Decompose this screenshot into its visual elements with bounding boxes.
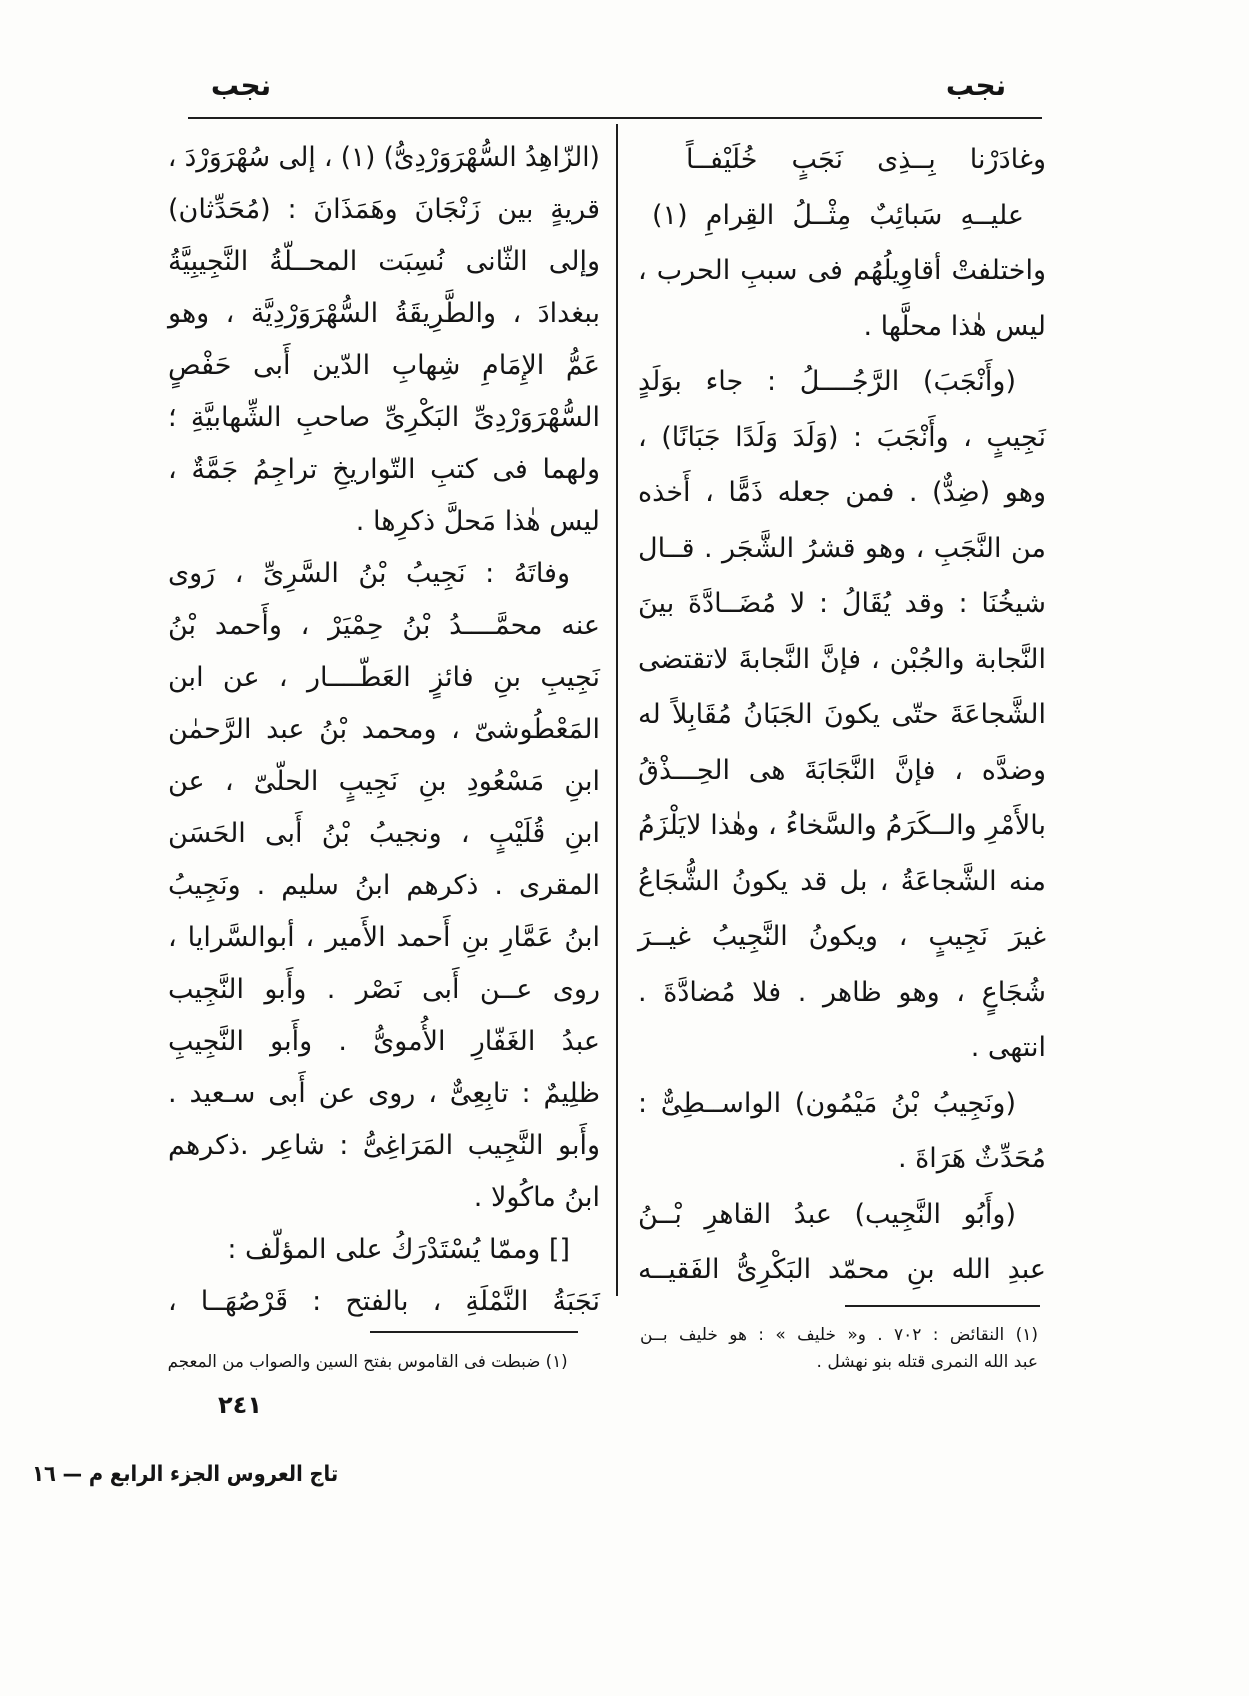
- line-text: عَمُّ الإِمَامِ شِهابِ الدّين أَبى حَفْصٍ: [168, 350, 600, 381]
- column-line: [638, 1187, 1046, 1243]
- line-text: ليس هٰذا محلَّها .: [863, 310, 1046, 342]
- column-line: [168, 184, 600, 236]
- right-column: [638, 132, 1046, 1298]
- line-text: المَعْطُوشىّ ، ومحمد بْنُ عبد الرَّحمٰن: [168, 714, 600, 745]
- column-line: [168, 860, 600, 912]
- column-line: [168, 1172, 600, 1224]
- line-text: ابنُ ماكُولا .: [473, 1182, 600, 1213]
- column-line: [168, 236, 600, 288]
- column-line: [168, 652, 600, 704]
- line-text: عبدُ الغَفّارِ الأُموىُّ . وأَبو النَّجِيبِ: [168, 1026, 600, 1057]
- header-rule: [188, 117, 1042, 119]
- column-line: [168, 1224, 600, 1276]
- line-text: بالأَمْرِ والــكَرَمُ والسَّخاءُ ، وهٰذا لايَلْزَمُ: [638, 810, 1046, 841]
- line-text: الشَّجاعَةَ حتّى يكونَ الجَبَانُ مُقَابِلاً له: [638, 699, 1046, 730]
- footnote-rule-left: [370, 1331, 578, 1333]
- footnote-text: (١) النقائض : ٧٠٢ . و« خليف » : هو خليف بــن: [640, 1325, 1038, 1345]
- line-text: المقرى . ذكرهم ابنُ سليم . ونَجِيبُ: [168, 870, 600, 901]
- running-head-right: نجب: [945, 69, 1007, 102]
- column-line: [168, 912, 600, 964]
- column-line: [638, 687, 1046, 743]
- line-text: ابنِ مَسْعُودِ بنِ نَجِيبٍ الحلّىّ ، عن: [168, 766, 600, 797]
- column-line: [638, 299, 1046, 355]
- column-line: [168, 1068, 600, 1120]
- column-line: [638, 1076, 1046, 1132]
- column-line: [638, 521, 1046, 577]
- column-line: [168, 392, 600, 444]
- column-line: [168, 1276, 600, 1328]
- footnote-left: [168, 1349, 568, 1376]
- column-line: [168, 964, 600, 1016]
- column-line: [168, 444, 600, 496]
- footnote-rule-right: [845, 1305, 1040, 1307]
- line-text: قريةٍ بين زَنْجَانَ وهَمَذَانَ : (مُحَدِّثان): [168, 194, 600, 225]
- column-line: [168, 1016, 600, 1068]
- line-text: روى عــن أَبى نَصْر . وأَبو النَّجِيب: [168, 974, 600, 1005]
- footnote-line: [640, 1322, 1038, 1349]
- line-text: منه الشَّجاعَةُ ، بل قد يكونُ الشُّجَاعُ: [638, 865, 1046, 897]
- column-line: [638, 909, 1046, 965]
- column-divider: [616, 124, 618, 1296]
- footnote-text: عبد الله النمرى قتله بنو نهشل .: [816, 1352, 1038, 1372]
- column-line: [638, 965, 1046, 1021]
- line-text: واختلفتْ أقاوِيلُهُم فى سببِ الحرب ،: [638, 255, 1046, 286]
- signature-line: [32, 1458, 338, 1492]
- line-text: ببغدادَ ، والطَّرِيقَةُ السُّهْرَوَرْدِيَّة ، وهو: [168, 298, 600, 329]
- column-line: [638, 632, 1046, 688]
- signature-text-line: [32, 1458, 338, 1492]
- column-line: [168, 132, 600, 184]
- line-text: ظلِيمٌ : تابِعِىٌّ ، روى عن أَبى سـعيد .: [168, 1078, 600, 1109]
- column-line: [638, 1242, 1046, 1298]
- line-text: شيخُنَا : وقد يُقَالُ : لا مُضَــادَّةَ بينَ: [638, 588, 1046, 619]
- line-text: عبدِ الله بنِ محمّد البَكْرِىُّ الفَقيــه: [638, 1254, 1046, 1285]
- left-column: [168, 132, 600, 1328]
- column-line: [168, 288, 600, 340]
- line-text: وضدَّه ، فإنَّ النَّجَابَةَ هى الحِـــذْقُ: [638, 754, 1046, 786]
- column-line: [638, 243, 1046, 299]
- line-text: ليس هٰذا مَحلَّ ذكرِها .: [355, 506, 600, 537]
- line-text: (وأَبُو النَّجِيب) عبدُ القاهرِ بْــنُ: [638, 1198, 1016, 1230]
- line-text: (ونَجِيبُ بْنُ مَيْمُون) الواســطِىٌّ :: [638, 1087, 1016, 1119]
- line-text: عليــهِ سَبائِبٌ مِثْــلُ القِرامِ (١): [652, 199, 1024, 231]
- column-line: [638, 354, 1046, 410]
- line-text: وإلى الثّانى نُسِبَت المحــلّةُ النَّجِيبِيَّةُ: [168, 246, 600, 277]
- signature-text: تاج العروس الجزء الرابع م — ١٦: [32, 1462, 338, 1487]
- column-line: [638, 1131, 1046, 1187]
- line-text: (الزّاهِدُ السُّهْرَوَرْدِىُّ) (١) ، إلى سُهْرَوَرْدَ ،: [168, 142, 600, 173]
- column-line: [638, 1020, 1046, 1076]
- line-text: وغادَرْنا بِــذِى نَجَبٍ خُلَيْفــاً: [686, 144, 1046, 175]
- running-head-left: نجب: [210, 69, 272, 102]
- column-line: [168, 808, 600, 860]
- column-line: [638, 576, 1046, 632]
- footnote-right: [640, 1322, 1038, 1376]
- column-line: [638, 188, 1046, 244]
- footnote-text: (١) ضبطت فى القاموس بفتح السين والصواب من المعجم: [168, 1352, 568, 1372]
- line-text: من النَّجَبِ ، وهو قشرُ الشَّجَر . قــال: [638, 532, 1046, 564]
- column-line: [638, 854, 1046, 910]
- line-text: السُّهْرَوَرْدِىِّ البَكْرِىِّ صاحبِ الشِّهابيَّةِ ؛: [168, 402, 600, 433]
- line-text: [] وممّا يُسْتَدْرَكُ على المؤلّف :: [227, 1234, 570, 1265]
- column-line: [168, 548, 600, 600]
- line-text: وأَبو النَّجِيب المَرَاغِىُّ : شاعِر .ذكرهم: [168, 1130, 600, 1161]
- line-text: النَّجابة والجُبْن ، فإنَّ النَّجابةَ لاتقتضى: [638, 643, 1046, 675]
- line-text: مُحَدِّثٌ هَرَاةَ .: [897, 1143, 1046, 1174]
- column-line: [168, 496, 600, 548]
- column-line: [638, 410, 1046, 466]
- column-line: [168, 756, 600, 808]
- line-text: نَجِيبِ بنِ فائزٍ العَطّــــار ، عن ابن: [168, 662, 600, 693]
- line-text: وهو (ضِدٌّ) . فمن جعله ذَمًّا ، أَخذه: [638, 477, 1046, 508]
- column-line: [168, 1120, 600, 1172]
- line-text: وفاتَهُ : نَجِيبُ بْنُ السَّرِىِّ ، رَوى: [168, 558, 570, 589]
- line-text: غيرَ نَجِيبٍ ، ويكونُ النَّجِيبُ غيــرَ: [638, 921, 1046, 952]
- line-text: عنه محمَّــــدُ بْنُ حِمْيَرْ ، وأَحمد بْنُ: [168, 610, 600, 641]
- column-line: [638, 132, 1046, 188]
- footnote-line: [640, 1349, 1038, 1376]
- line-text: (وأَنْجَبَ) الرَّجُــــلُ : جاء بوَلَدٍ: [638, 366, 1016, 397]
- column-line: [638, 798, 1046, 854]
- footnote-line: [168, 1349, 568, 1376]
- line-text: نَجِيبٍ ، وأَنْجَبَ : (وَلَدَ وَلَدًا جَبَانًا) ،: [638, 421, 1046, 453]
- column-line: [168, 340, 600, 392]
- line-text: ولهما فى كتبِ التّواريخِ تراجِمُ جَمَّةٌ ،: [168, 454, 600, 485]
- column-line: [638, 465, 1046, 521]
- line-text: ابنُ عَمَّارِ بنِ أَحمد الأَمير ، أبوالسَّرايا ،: [168, 922, 600, 953]
- page-number: ٢٤١: [218, 1391, 262, 1419]
- column-line: [638, 743, 1046, 799]
- line-text: ابنِ قُلَيْبٍ ، ونجيبُ بْنُ أَبى الحَسَن: [168, 818, 600, 849]
- column-line: [168, 704, 600, 756]
- line-text: انتهى .: [970, 1032, 1046, 1063]
- line-text: شُجَاعٍ ، وهو ظاهر . فلا مُضادَّةَ .: [638, 976, 1046, 1008]
- column-line: [168, 600, 600, 652]
- line-text: نَجَبَةُ النَّمْلَةِ ، بالفتح : قَرْصُهَــا ،: [168, 1286, 600, 1317]
